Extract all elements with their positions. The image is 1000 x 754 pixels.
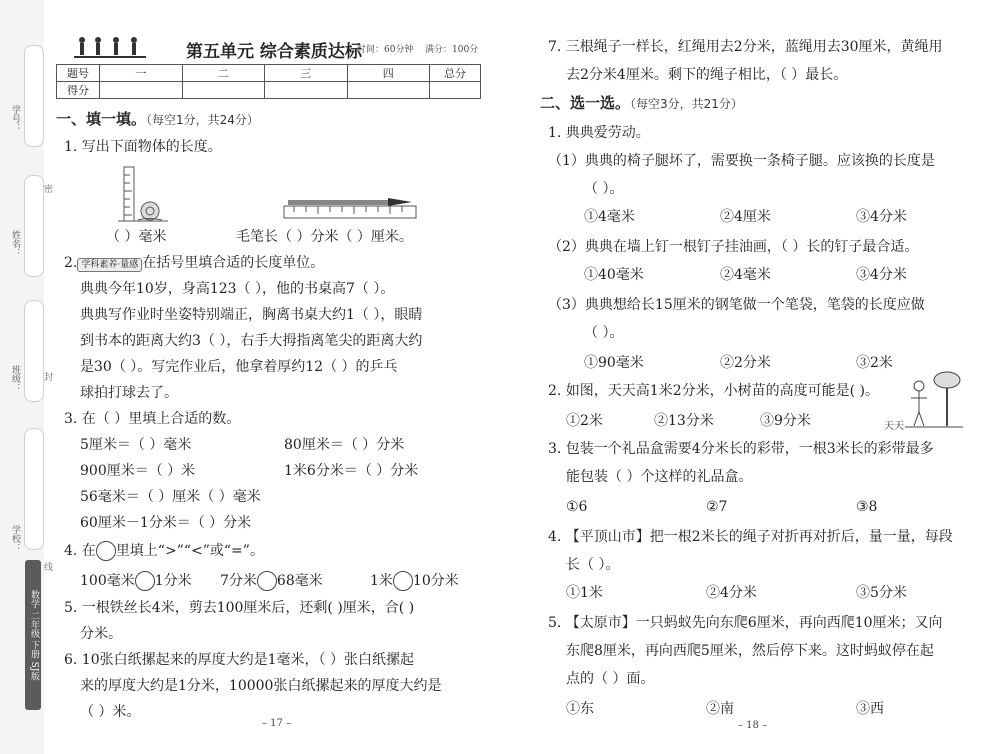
choice-3-line-2: 能包装（ ）个这样的礼品盒。 (566, 469, 753, 485)
question-4-suffix: 里填上“>”“<”或“=”。 (115, 543, 264, 559)
question-3-item-a: 5厘米＝（ ）毫米 (80, 437, 192, 453)
choice-2-option-1[interactable]: ①2米 (566, 413, 603, 429)
choice-1b-option-2[interactable]: ②4毫米 (720, 267, 771, 283)
compare-item-1-right: 1分米 (154, 573, 192, 589)
school-box (24, 428, 44, 550)
score-cell[interactable] (347, 82, 430, 99)
choice-1: 1. 典典爱劳动。 (548, 125, 650, 141)
choice-2-option-3[interactable]: ③9分米 (760, 413, 811, 429)
section-2-heading (540, 94, 743, 113)
choice-5-line-1: 5. 【太原市】一只蚂蚁先向东爬6厘米，再向西爬10厘米；又向 (548, 615, 943, 631)
choice-2: 2. 如图，天天高1米2分米，小树苗的高度可能是( )。 (548, 383, 879, 399)
compare-circle[interactable] (393, 571, 413, 591)
question-2 (64, 254, 324, 272)
choice-2-option-2[interactable]: ②13分米 (654, 413, 714, 429)
class-box (24, 300, 44, 402)
choice-4-option-3[interactable]: ③5分米 (856, 585, 907, 601)
choice-5-line-3: 点的（ ）面。 (566, 671, 655, 687)
choice-4-option-2[interactable]: ②4分米 (706, 585, 757, 601)
choice-5-option-3[interactable]: ③西 (856, 701, 884, 717)
choice-1a-option-1[interactable]: ①4毫米 (584, 209, 635, 225)
page-number-right: – 18 – (738, 720, 768, 731)
page-number-left: – 17 – (262, 718, 292, 729)
section-1-heading (56, 110, 259, 129)
page-title: 第五单元 综合素质达标 (186, 42, 362, 62)
choice-1b: （2）典典在墙上钉一根钉子挂油画，（ ）长的钉子最合适。 (548, 239, 919, 255)
choice-1a-line-1: （1）典典的椅子腿坏了，需要换一条椅子腿。应该换的长度是 (548, 153, 935, 169)
choice-1a-option-2[interactable]: ②4厘米 (720, 209, 771, 225)
full-score: 满分：100分 (425, 45, 479, 55)
question-4 (64, 541, 264, 561)
question-1-answer-1: （ ）毫米 (106, 229, 167, 245)
competency-badge: 学科素养·量感 (77, 258, 142, 272)
question-6-line-3: （ ）米。 (80, 704, 141, 720)
choice-3-option-3[interactable]: ③8 (856, 499, 878, 515)
figure-label-tiantian: 天天 (884, 421, 904, 432)
time-limit: 时间：60分钟 (357, 45, 414, 55)
compare-item-3 (370, 571, 459, 591)
question-2-line-3: 到书本的距离大约3（ ），右手大拇指离笔尖的距离大约 (80, 333, 423, 349)
choice-5-line-2: 东爬8厘米，再向西爬5厘米，然后停下来。这时蚂蚁停在起 (566, 643, 934, 659)
question-3-item-f: 60厘米－1分米＝（ ）分米 (80, 515, 252, 531)
student-id-box (24, 45, 44, 147)
name-box (24, 175, 44, 277)
ruler-snail-figure-icon (118, 165, 168, 225)
compare-item-3-left: 1米 (370, 573, 393, 589)
choice-1c-option-3[interactable]: ③2米 (856, 355, 893, 371)
choice-4-line-1: 4. 【平顶山市】把一根2米长的绳子对折再对折后，量一量，每段 (548, 529, 953, 545)
question-3: 3. 在（ ）里填上合适的数。 (64, 411, 241, 427)
score-header: 二 (182, 65, 265, 82)
score-header: 四 (347, 65, 430, 82)
choice-1a-line-2: （ ）。 (584, 181, 624, 197)
choice-1b-option-1[interactable]: ①40毫米 (584, 267, 644, 283)
choice-4-line-2: 长（ ）。 (566, 557, 620, 573)
question-2-line-2: 典典写作业时坐姿特别端正，胸离书桌大约1（ ），眼睛 (80, 307, 423, 323)
compare-item-2 (220, 571, 323, 591)
question-3-item-e: 56毫米＝（ ）厘米（ ）毫米 (80, 489, 261, 505)
section-1-title: 一、填一填。 (56, 110, 147, 128)
choice-1a-option-3[interactable]: ③4分米 (856, 209, 907, 225)
compare-item-3-right: 10分米 (412, 573, 459, 589)
cut-mark-2: 封 (44, 373, 54, 383)
choice-5-option-2[interactable]: ②南 (706, 701, 734, 717)
choice-1c-line-1: （3）典典想给长15厘米的钢笔做一个笔袋，笔袋的长度应做 (548, 297, 925, 313)
compare-item-2-right: 68毫米 (276, 573, 323, 589)
choice-1b-option-3[interactable]: ③4分米 (856, 267, 907, 283)
score-header: 三 (265, 65, 348, 82)
question-2-line-4: 是30（ ）。写完作业后，他拿着厚约12（ ）的乒乓 (80, 359, 398, 375)
score-header: 题号 (57, 65, 100, 82)
choice-3-line-1: 3. 包装一个礼品盒需要4分米长的彩带，一根3米长的彩带最多 (548, 441, 934, 457)
question-3-item-d: 1米6分米＝（ ）分米 (284, 463, 419, 479)
question-2-number: 2. (64, 255, 78, 271)
question-3-item-c: 900厘米＝（ ）米 (80, 463, 196, 479)
cut-mark-1: 密 (44, 185, 54, 195)
compare-item-2-left: 7分米 (220, 573, 257, 589)
question-5-line-2: 分米。 (80, 626, 122, 642)
section-2-title: 二、选一选。 (540, 94, 631, 112)
compare-circle[interactable] (257, 571, 277, 591)
question-7-line-1: 7. 三根绳子一样长，红绳用去2分米，蓝绳用去30厘米，黄绳用 (548, 39, 943, 55)
score-header: 一 (100, 65, 183, 82)
question-5-line-1: 5. 一根铁丝长4米，剪去100厘米后，还剩( )厘米，合( ) (64, 600, 415, 616)
class-label: 班级： (10, 365, 20, 392)
choice-5-option-1[interactable]: ①东 (566, 701, 594, 717)
question-2-line-5: 球拍打球去了。 (80, 385, 178, 401)
question-1-answer-2: 毛笔长（ ）分米（ ）厘米。 (236, 229, 413, 245)
name-label: 姓名： (10, 230, 20, 257)
choice-1c-option-1[interactable]: ①90毫米 (584, 355, 644, 371)
cut-mark-3: 线 (44, 563, 54, 573)
choice-1c-option-2[interactable]: ②2分米 (720, 355, 771, 371)
choice-3-option-2[interactable]: ②7 (706, 499, 728, 515)
grade-badge: 数学 二年级 下册 SJ版 (25, 560, 41, 710)
section-2-note: （每空3分，共21分） (630, 97, 743, 111)
score-cell[interactable] (100, 82, 183, 99)
question-6-line-2: 来的厚度大约是1分米，10000张白纸摞起来的厚度大约是 (80, 678, 442, 694)
compare-circle[interactable] (135, 571, 155, 591)
score-cell[interactable] (182, 82, 265, 99)
score-row-label: 得分 (57, 82, 100, 99)
question-4-prefix: 4. 在 (64, 543, 96, 559)
choice-1c-line-2: （ ）。 (584, 325, 624, 341)
question-1: 1. 写出下面物体的长度。 (64, 139, 222, 155)
question-7-line-2: 去2分米4厘米。剩下的绳子相比，（ ）最长。 (566, 67, 848, 83)
student-id-label: 学号： (10, 105, 20, 132)
ruler-brush-figure-icon (282, 192, 422, 224)
question-2-text: 在括号里填合适的长度单位。 (142, 255, 325, 271)
choice-4-option-1[interactable]: ①1米 (566, 585, 603, 601)
compare-item-1 (80, 571, 192, 591)
question-3-item-b: 80厘米＝（ ）分米 (284, 437, 405, 453)
child-and-tree-figure-icon (905, 368, 963, 430)
school-label: 学校： (10, 525, 20, 552)
choice-3-option-1[interactable]: ①6 (566, 499, 588, 515)
score-header: 总分 (430, 65, 481, 82)
score-table (56, 64, 481, 99)
question-6-line-1: 6. 10张白纸摞起来的厚度大约是1毫米，（ ）张白纸摞起 (64, 652, 414, 668)
compare-item-1-left: 100毫米 (80, 573, 135, 589)
compare-circle (96, 541, 116, 561)
decorative-figures-icon (74, 34, 148, 60)
question-2-line-1: 典典今年10岁，身高123（ ），他的书桌高7（ ）。 (80, 281, 395, 297)
section-1-note: （每空1分，共24分） (146, 113, 259, 127)
score-cell[interactable] (430, 82, 481, 99)
score-cell[interactable] (265, 82, 348, 99)
